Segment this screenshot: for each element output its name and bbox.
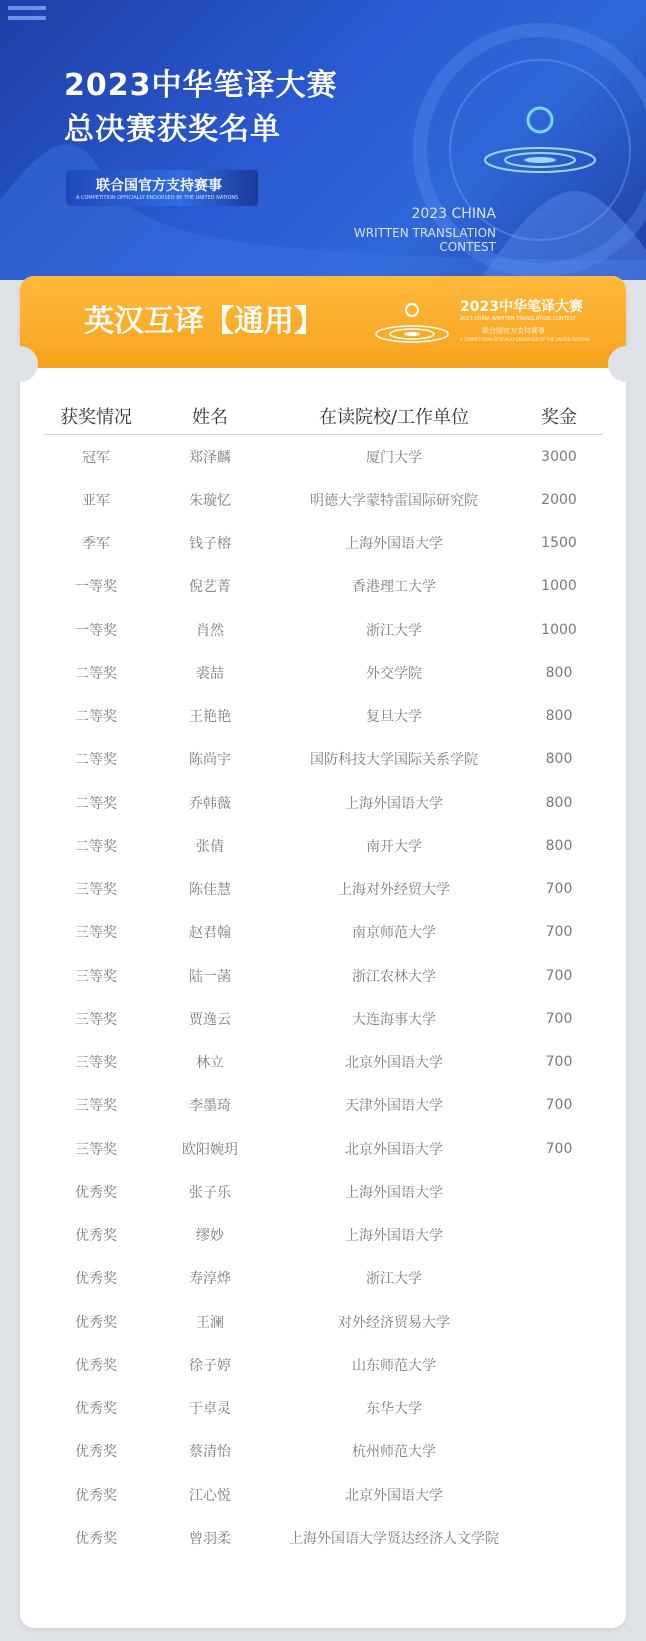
name-cell: 曾羽柔 — [189, 1530, 231, 1547]
award-cell: 二等奖 — [75, 795, 117, 812]
logo-un-label: 联合国官方支持赛事 — [482, 327, 545, 335]
name-cell: 钱子榕 — [189, 536, 231, 553]
table-row — [44, 608, 602, 651]
table-row — [44, 1041, 602, 1084]
award-cell: 三等奖 — [75, 1141, 117, 1158]
name-cell: 陆一菡 — [189, 968, 231, 985]
header-prize: 奖金 — [516, 398, 602, 435]
prize-cell: 800 — [545, 708, 573, 725]
prize-cell: 700 — [545, 1054, 573, 1071]
banner-title-line2: 总决赛获奖名单 — [64, 112, 281, 147]
institution-cell: 上海外国语大学 — [345, 1184, 443, 1201]
prize-cell — [516, 1516, 602, 1559]
award-cell: 优秀奖 — [75, 1228, 117, 1245]
prize-cell: 700 — [545, 1010, 573, 1027]
prize-cell — [516, 1214, 602, 1257]
institution-cell: 上海外国语大学 — [345, 795, 443, 812]
institution-cell: 上海外国语大学 — [345, 536, 443, 553]
table-header-row — [44, 398, 602, 435]
institution-cell: 外交学院 — [366, 665, 422, 682]
institution-cell: 北京外国语大学 — [345, 1487, 443, 1504]
name-cell: 肖然 — [196, 622, 224, 639]
name-cell: 徐子婷 — [189, 1357, 231, 1374]
institution-cell: 杭州师范大学 — [352, 1444, 436, 1461]
prize-cell: 1500 — [541, 535, 577, 552]
prize-cell: 700 — [545, 1140, 573, 1157]
ripple-logo-icon — [372, 298, 452, 348]
contest-en-line2: WRITTEN TRANSLATION — [353, 226, 496, 240]
header-banner — [0, 0, 646, 280]
prize-cell — [516, 1343, 602, 1386]
table-row — [44, 781, 602, 824]
table-row — [44, 435, 602, 479]
institution-cell: 南开大学 — [366, 838, 422, 855]
contest-logo — [372, 294, 612, 354]
institution-cell: 上海外国语大学 — [345, 1228, 443, 1245]
award-cell: 优秀奖 — [75, 1357, 117, 1374]
name-cell: 缪妙 — [196, 1228, 224, 1245]
logo-un-sublabel: A COMPETITION OFFICIALLY ENDORSED BY THE UNITED NATIONS — [460, 337, 590, 342]
name-cell: 赵君翰 — [189, 925, 231, 942]
table-row — [44, 1473, 602, 1516]
prize-cell: 700 — [545, 1097, 573, 1114]
institution-cell: 浙江大学 — [366, 622, 422, 639]
table-row — [44, 738, 602, 781]
prize-cell: 1000 — [541, 578, 577, 595]
name-cell: 李墨琦 — [189, 1098, 231, 1115]
institution-cell: 明德大学蒙特雷国际研究院 — [310, 492, 478, 509]
award-cell: 优秀奖 — [75, 1401, 117, 1418]
award-cell: 二等奖 — [75, 709, 117, 726]
table-row — [44, 522, 602, 565]
name-cell: 于卓灵 — [189, 1401, 231, 1418]
prize-cell: 2000 — [541, 491, 577, 508]
name-cell: 陈尚宇 — [189, 752, 231, 769]
name-cell: 王澜 — [196, 1314, 224, 1331]
award-cell: 一等奖 — [75, 622, 117, 639]
header-name: 姓名 — [148, 398, 272, 435]
table-row — [44, 1257, 602, 1300]
award-cell: 三等奖 — [75, 1055, 117, 1072]
card-notch-right — [608, 346, 644, 382]
prize-cell: 1000 — [541, 621, 577, 638]
prize-cell — [516, 1170, 602, 1213]
name-cell: 乔韩薇 — [189, 795, 231, 812]
prize-cell: 700 — [545, 881, 573, 898]
results-card — [20, 276, 626, 1628]
table-row — [44, 1300, 602, 1343]
table-row — [44, 911, 602, 954]
award-cell: 优秀奖 — [75, 1271, 117, 1288]
prize-cell: 800 — [545, 794, 573, 811]
prize-cell: 800 — [545, 664, 573, 681]
table-row — [44, 1127, 602, 1170]
table-row — [44, 1387, 602, 1430]
name-cell: 寿淳烨 — [189, 1271, 231, 1288]
prize-cell: 800 — [545, 751, 573, 768]
award-cell: 三等奖 — [75, 1011, 117, 1028]
institution-cell: 东华大学 — [366, 1401, 422, 1418]
institution-cell: 南京师范大学 — [352, 925, 436, 942]
prize-cell: 700 — [545, 924, 573, 941]
un-badge-sublabel: A COMPETITION OFFICIALLY ENDORSED BY THE UNITED NATIONS — [76, 195, 239, 201]
table-row — [44, 1343, 602, 1386]
table-row — [44, 1170, 602, 1213]
name-cell: 林立 — [196, 1055, 224, 1072]
name-cell: 陈佳慧 — [189, 882, 231, 899]
award-cell: 二等奖 — [75, 665, 117, 682]
name-cell: 张子乐 — [189, 1184, 231, 1201]
name-cell: 王艳艳 — [189, 709, 231, 726]
logo-title: 2023中华笔译大赛 — [460, 299, 583, 315]
award-cell: 二等奖 — [75, 752, 117, 769]
institution-cell: 山东师范大学 — [352, 1357, 436, 1374]
table-row — [44, 1516, 602, 1559]
prize-cell: 800 — [545, 837, 573, 854]
award-cell: 三等奖 — [75, 882, 117, 899]
institution-cell: 上海对外经贸大学 — [338, 882, 450, 899]
table-row — [44, 1084, 602, 1127]
results-table — [44, 398, 602, 1560]
header-institution: 在读院校/工作单位 — [272, 398, 516, 435]
institution-cell: 香港理工大学 — [352, 579, 436, 596]
award-cell: 亚军 — [82, 492, 110, 509]
banner-title-line1: 2023中华笔译大赛 — [64, 68, 338, 103]
prize-cell — [516, 1473, 602, 1516]
award-cell: 二等奖 — [75, 838, 117, 855]
table-row — [44, 1214, 602, 1257]
name-cell: 郑泽麟 — [189, 449, 231, 466]
name-cell: 贾逸云 — [189, 1011, 231, 1028]
prize-cell: 3000 — [541, 448, 577, 465]
logo-english: 2023 CHINA WRITTEN TRANSLATION CONTEST — [460, 316, 577, 322]
award-cell: 三等奖 — [75, 1098, 117, 1115]
institution-cell: 厦门大学 — [366, 449, 422, 466]
award-cell: 季军 — [82, 536, 110, 553]
table-row — [44, 954, 602, 997]
name-cell: 张倩 — [196, 838, 224, 855]
header-award: 获奖情况 — [44, 398, 148, 435]
prize-cell — [516, 1430, 602, 1473]
table-row — [44, 868, 602, 911]
award-cell: 优秀奖 — [75, 1530, 117, 1547]
table-row — [44, 478, 602, 521]
name-cell: 裘喆 — [196, 665, 224, 682]
section-header — [20, 276, 626, 368]
table-row — [44, 651, 602, 694]
contest-en-line3: CONTEST — [439, 240, 496, 254]
institution-cell: 复旦大学 — [366, 709, 422, 726]
prize-cell — [516, 1300, 602, 1343]
prize-cell — [516, 1257, 602, 1300]
prize-cell — [516, 1387, 602, 1430]
institution-cell: 浙江农林大学 — [352, 968, 436, 985]
institution-cell: 对外经济贸易大学 — [338, 1314, 450, 1331]
institution-cell: 上海外国语大学贤达经济人文学院 — [289, 1530, 499, 1547]
award-cell: 三等奖 — [75, 925, 117, 942]
un-badge-label: 联合国官方支持赛事 — [96, 178, 222, 194]
name-cell: 蔡清怡 — [189, 1444, 231, 1461]
name-cell: 欧阳婉玥 — [182, 1141, 238, 1158]
section-title: 英汉互译【通用】 — [84, 304, 324, 339]
award-cell: 优秀奖 — [75, 1487, 117, 1504]
award-cell: 三等奖 — [75, 968, 117, 985]
table-row — [44, 695, 602, 738]
award-cell: 优秀奖 — [75, 1314, 117, 1331]
institution-cell: 北京外国语大学 — [345, 1141, 443, 1158]
card-notch-left — [2, 346, 38, 382]
name-cell: 倪艺菁 — [189, 579, 231, 596]
table-row — [44, 997, 602, 1040]
institution-cell: 北京外国语大学 — [345, 1055, 443, 1072]
award-cell: 一等奖 — [75, 579, 117, 596]
name-cell: 朱璇忆 — [189, 492, 231, 509]
un-endorsement-badge — [66, 170, 258, 206]
table-row — [44, 824, 602, 867]
institution-cell: 大连海事大学 — [352, 1011, 436, 1028]
institution-cell: 浙江大学 — [366, 1271, 422, 1288]
institution-cell: 天津外国语大学 — [345, 1098, 443, 1115]
table-row — [44, 565, 602, 608]
award-cell: 冠军 — [82, 449, 110, 466]
table-row — [44, 1430, 602, 1473]
award-cell: 优秀奖 — [75, 1184, 117, 1201]
award-cell: 优秀奖 — [75, 1444, 117, 1461]
name-cell: 江心悦 — [189, 1487, 231, 1504]
contest-en-line1: 2023 CHINA — [411, 206, 496, 222]
prize-cell: 700 — [545, 967, 573, 984]
institution-cell: 国防科技大学国际关系学院 — [310, 752, 478, 769]
